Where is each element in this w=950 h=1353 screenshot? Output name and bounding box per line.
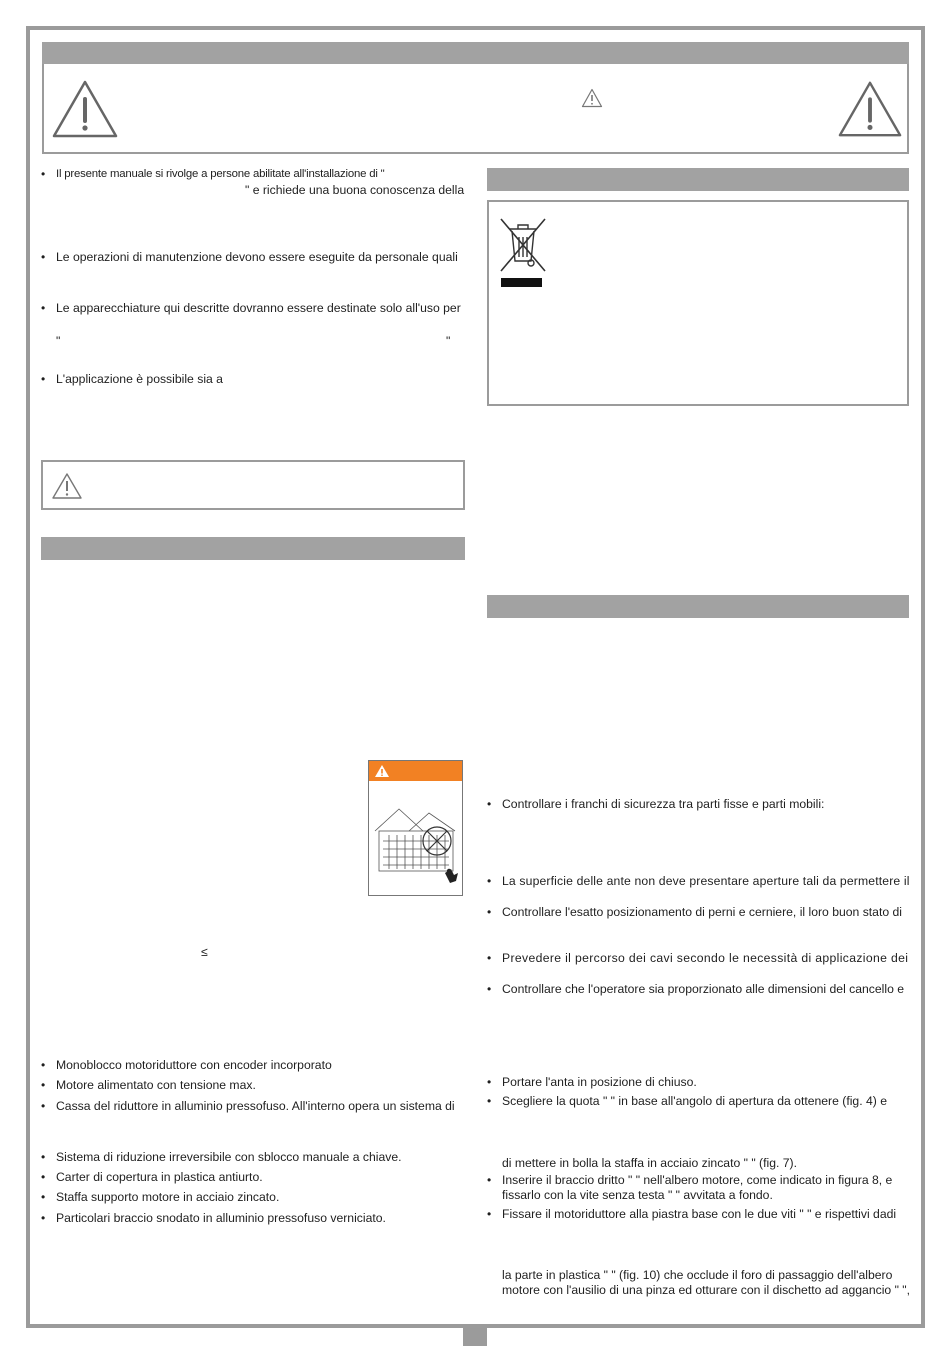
warning-triangle-icon <box>51 79 119 139</box>
bullet-marker: • <box>487 797 492 811</box>
feature-item: Motore alimentato con tensione max. <box>56 1078 256 1092</box>
warning-triangle-icon <box>837 79 903 139</box>
bullet-marker: • <box>41 1099 46 1113</box>
check-item: Controllare l'esatto posizionamento di perni e cerniere, il loro buon stato di <box>502 905 902 919</box>
bullet-marker: • <box>41 301 46 315</box>
bullet-marker: • <box>41 1190 46 1204</box>
less-or-equal-symbol: ≤ <box>201 945 208 959</box>
caution-note-box <box>41 460 465 510</box>
feature-item: Cassa del riduttore in alluminio pressofuso. All'interno opera un sistema di <box>56 1099 455 1113</box>
feature-item: Staffa supporto motore in acciaio zincato. <box>56 1190 280 1204</box>
install-step-line: Fissare il motoriduttore alla piastra base con le due viti " " e rispettivi dadi <box>502 1207 897 1221</box>
bullet-marker: • <box>487 1173 492 1187</box>
intended-use-paragraph-line: Le apparecchiature qui descritte dovranno essere destinate solo all'uso per <box>56 301 461 315</box>
check-item: Controllare che l'operatore sia proporzionato alle dimensioni del cancello e <box>502 982 905 996</box>
quote-mark: " <box>56 334 61 348</box>
bullet-marker: • <box>41 1211 46 1225</box>
install-step-line: motore con l'ausilio di una pinza ed otturare con il dischetto ad aggancio " ", <box>502 1283 910 1297</box>
page-number-tab <box>463 1326 487 1346</box>
install-step-line: fissarlo con la vite senza testa " " avvitata a fondo. <box>502 1188 773 1202</box>
install-step-line: la parte in plastica " " (fig. 10) che occlude il foro di passaggio dell'albero <box>502 1268 893 1282</box>
bullet-marker: • <box>487 905 492 919</box>
check-item: Controllare i franchi di sicurezza tra parti fisse e parti mobili: <box>502 797 825 811</box>
bullet-marker: • <box>41 1078 46 1092</box>
disposal-info-box <box>487 200 909 406</box>
install-step-line: Scegliere la quota " " in base all'angolo di apertura da ottenere (fig. 4) e <box>502 1094 887 1108</box>
feature-item: Particolari braccio snodato in alluminio pressofuso verniciato. <box>56 1211 386 1225</box>
bullet-marker: • <box>487 982 492 996</box>
feature-item: Carter di copertura in plastica antiurto. <box>56 1170 263 1184</box>
section-header-bar <box>487 595 909 618</box>
bullet-marker: • <box>487 951 492 965</box>
bullet-marker: • <box>41 1170 46 1184</box>
section-header-bar <box>41 537 465 560</box>
feature-item: Sistema di riduzione irreversibile con sblocco manuale a chiave. <box>56 1150 402 1164</box>
warning-triangle-icon <box>51 472 83 500</box>
install-step-line: Portare l'anta in posizione di chiuso. <box>502 1075 697 1089</box>
bullet-marker: • <box>41 1150 46 1164</box>
bullet-marker: • <box>487 1075 492 1089</box>
bullet-marker: • <box>41 372 46 386</box>
safety-warning-box <box>42 64 909 154</box>
crossed-out-wheelie-bin-icon <box>498 217 548 289</box>
bullet-marker: • <box>487 1207 492 1221</box>
safety-header-bar <box>42 42 909 64</box>
bullet-marker: • <box>41 250 46 264</box>
application-paragraph-line: L'applicazione è possibile sia a <box>56 372 223 386</box>
bullet-marker: • <box>41 1058 46 1072</box>
bullet-marker: • <box>487 1094 492 1108</box>
check-item: Prevedere il percorso dei cavi secondo le necessità di applicazione dei <box>502 951 909 965</box>
install-step-line: di mettere in bolla la staffa in acciaio zincato " " (fig. 7). <box>502 1156 797 1170</box>
intro-paragraph-line: Il presente manuale si rivolge a persone abilitate all'installazione di " <box>56 168 385 180</box>
maintenance-paragraph-line: Le operazioni di manutenzione devono essere eseguite da personale quali <box>56 250 458 264</box>
bullet-marker: • <box>41 167 46 181</box>
intro-paragraph-line: " e richiede una buona conoscenza della <box>245 183 465 197</box>
quote-mark: " <box>446 334 451 348</box>
warning-triangle-icon <box>581 88 603 108</box>
bullet-marker: • <box>487 874 492 888</box>
install-step-line: Inserire il braccio dritto " " nell'albero motore, come indicato in figura 8, e <box>502 1173 893 1187</box>
feature-item: Monoblocco motoriduttore con encoder incorporato <box>56 1058 332 1072</box>
check-item: La superficie delle ante non deve presentare aperture tali da permettere il <box>502 874 910 888</box>
section-header-bar <box>487 168 909 191</box>
gate-safety-sign-icon <box>368 760 463 896</box>
